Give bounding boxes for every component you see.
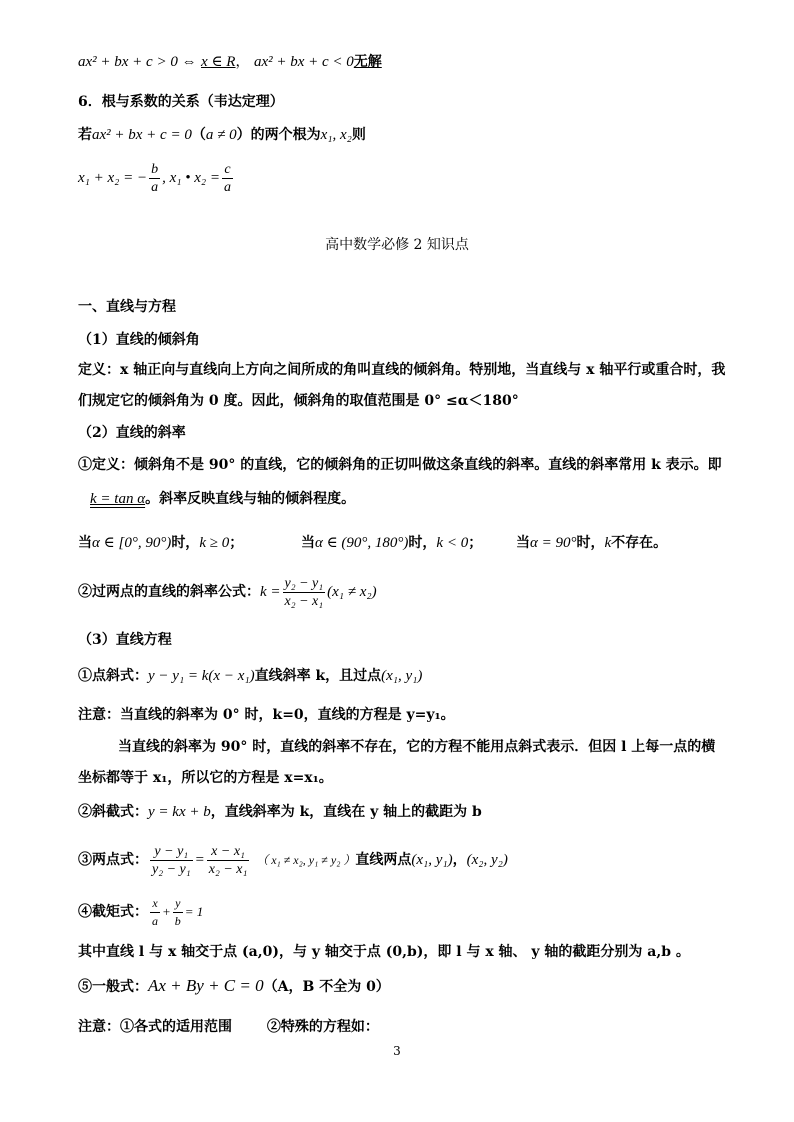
fraction-x xyxy=(207,843,250,878)
subsection-line-equation: （3）直线方程 xyxy=(78,632,172,648)
semicolon: ； xyxy=(229,535,244,551)
subsection-slope: （2）直线的斜率 xyxy=(78,425,186,441)
note-a: ①各式的适用范围 xyxy=(120,1019,232,1035)
math-lhs: ax² + bx + c > 0 ⇔ xyxy=(78,54,197,70)
sum-of-roots: x₁ + x₂ = − xyxy=(78,170,148,186)
case-2-range: α ∈ (90°, 180°) xyxy=(314,535,409,551)
label: ①点斜式： xyxy=(78,668,148,684)
text-not-exist: 不存在。 xyxy=(611,535,668,551)
definition-line-1: 定义：x 轴正向与直线向上方向之间所成的角叫直线的倾斜角。特别地，当直线与 x 轴平行或重合时，我 xyxy=(78,362,726,378)
text-roots: ）的两个根为 xyxy=(236,127,321,143)
label: ②过两点的直线的斜率公式： xyxy=(78,584,260,600)
denominator: a xyxy=(152,913,158,928)
attention-line xyxy=(78,1017,379,1037)
math-solution-all-real: x ∈ R xyxy=(201,54,236,70)
point-1: (x₁, y₁) xyxy=(411,852,453,868)
section-6-title: 6．根与系数的关系（韦达定理） xyxy=(78,94,284,110)
section-1-title: 一、直线与方程 xyxy=(78,299,176,315)
intercept-form xyxy=(78,892,203,932)
label: ③两点式： xyxy=(78,852,148,868)
case-2-k: k < 0 xyxy=(436,535,469,551)
slope-formula-line xyxy=(90,489,355,509)
denominator: a xyxy=(151,179,159,195)
note-slope-zero: 注意：当直线的斜率为 0° 时，k=0，直线的方程是 y=y₁。 xyxy=(78,707,455,723)
equals: = xyxy=(194,852,205,868)
condition-a-nonzero: a ≠ 0 xyxy=(205,127,237,143)
page-number: 3 xyxy=(393,1044,401,1058)
quadratic-inequality-line xyxy=(78,52,382,72)
fraction-b-over-a xyxy=(149,161,160,196)
point-2: (x₂, y₂) xyxy=(466,852,508,868)
product-of-roots: , x₁ • x₂ = xyxy=(162,170,220,186)
quadratic-equation: ax² + bx + c = 0 xyxy=(92,127,192,143)
note-slope-90-line-1: 当直线的斜率为 90° 时，直线的斜率不存在，它的方程不能用点斜式表示．但因 l 上每一点的横 xyxy=(118,739,716,755)
text-then: 时， xyxy=(408,535,437,551)
label: 注意： xyxy=(78,1019,120,1035)
text-then: 时， xyxy=(576,535,605,551)
subsection-inclination: （1）直线的倾斜角 xyxy=(78,332,200,348)
two-point-slope xyxy=(78,572,377,612)
text-when: 当 xyxy=(78,535,92,551)
roots-x1-x2: x₁, x₂ xyxy=(320,127,352,143)
general-form xyxy=(78,976,390,997)
slope-fraction xyxy=(283,575,326,610)
no-solution-text: 无解 xyxy=(353,54,382,70)
denominator: a xyxy=(224,179,231,195)
definition-line-2: 们规定它的倾斜角为 0 度。因此，倾斜角的取值范围是 0° ≤α＜180° xyxy=(78,393,519,409)
case-1-range: α ∈ [0°, 90°) xyxy=(92,535,172,551)
text-when: 当 xyxy=(515,535,530,551)
denominator: x₂ − x₁ xyxy=(208,861,248,877)
general-equation: Ax + By + C = 0 xyxy=(148,976,264,995)
note-slope-90-line-2: 坐标都等于 x₁，所以它的方程是 x=x₁。 xyxy=(78,770,333,786)
text-then: 则 xyxy=(351,127,366,143)
fraction-y xyxy=(150,843,193,878)
equals-one: = 1 xyxy=(184,904,204,919)
numerator: y xyxy=(173,895,183,913)
numerator: y − y₁ xyxy=(150,843,193,861)
page-title: 高中数学必修 2 知识点 xyxy=(325,237,469,253)
numerator: x − x₁ xyxy=(207,843,250,861)
point-slope-equation: y − y₁ = k(x − x₁) xyxy=(148,668,255,684)
separator: ， xyxy=(452,852,467,868)
k-equals: k = xyxy=(260,584,281,600)
description: 直线斜率 k，且过点 xyxy=(254,668,382,684)
separator: ， xyxy=(235,54,250,70)
two-point-form xyxy=(78,840,508,880)
semicolon: ； xyxy=(468,535,483,551)
slope-definition: ①定义：倾斜角不是 90° 的直线，它的倾斜角的正切叫做这条直线的斜率。直线的斜率常用 k 表示。即 xyxy=(78,457,722,473)
slope-note: 。斜率反映直线与轴的倾斜程度。 xyxy=(145,491,356,507)
case-3-value: α = 90° xyxy=(529,535,577,551)
k-equals-tan-alpha: k = tan α xyxy=(90,491,146,507)
text-if: 若 xyxy=(78,127,92,143)
slope-intercept-form xyxy=(78,802,482,822)
fraction-y-over-b xyxy=(173,895,183,930)
numerator: y₂ − y₁ xyxy=(284,575,324,591)
point-slope-form xyxy=(78,666,422,686)
description: 直线两点 xyxy=(355,852,412,868)
numerator: x xyxy=(150,895,160,913)
description: （A，B 不全为 0） xyxy=(263,979,390,995)
fraction-c-over-a xyxy=(222,161,233,196)
condition: (x₁ ≠ x₂) xyxy=(327,584,377,600)
text-then: 时， xyxy=(171,535,200,551)
text-when: 当 xyxy=(300,535,315,551)
case-3-k: k xyxy=(604,535,612,551)
fraction-x-over-a xyxy=(150,895,160,930)
denominator: x₂ − x₁ xyxy=(284,593,324,609)
numerator: b xyxy=(151,161,159,177)
note-b: ②特殊的方程如： xyxy=(266,1019,379,1035)
description: ，直线斜率为 k，直线在 y 轴上的截距为 b xyxy=(210,804,482,820)
denominator: b xyxy=(174,913,181,928)
numerator: c xyxy=(222,161,233,179)
label: ④截矩式： xyxy=(78,904,148,920)
intercept-note: 其中直线 l 与 x 轴交于点 (a,0)，与 y 轴交于点 (0,b)，即 l 与 x 轴、 y 轴的截距分别为 a,b 。 xyxy=(78,944,690,960)
label: ⑤一般式： xyxy=(78,979,148,995)
condition: （ x₁ ≠ x₂, y₁ ≠ y₂ ） xyxy=(256,853,356,867)
denominator: y₂ − y₁ xyxy=(152,861,191,877)
math-rhs: ax² + bx + c < 0 xyxy=(253,54,354,70)
point: (x₁, y₁) xyxy=(381,668,423,684)
slope-cases xyxy=(78,533,667,553)
case-1-k: k ≥ 0 xyxy=(199,535,230,551)
slope-intercept-equation: y = kx + b xyxy=(148,804,211,820)
plus: + xyxy=(162,904,171,919)
paren-open: （ xyxy=(191,127,206,143)
vieta-intro xyxy=(78,125,366,145)
vieta-formula xyxy=(78,158,235,198)
label: ②斜截式： xyxy=(78,804,148,820)
